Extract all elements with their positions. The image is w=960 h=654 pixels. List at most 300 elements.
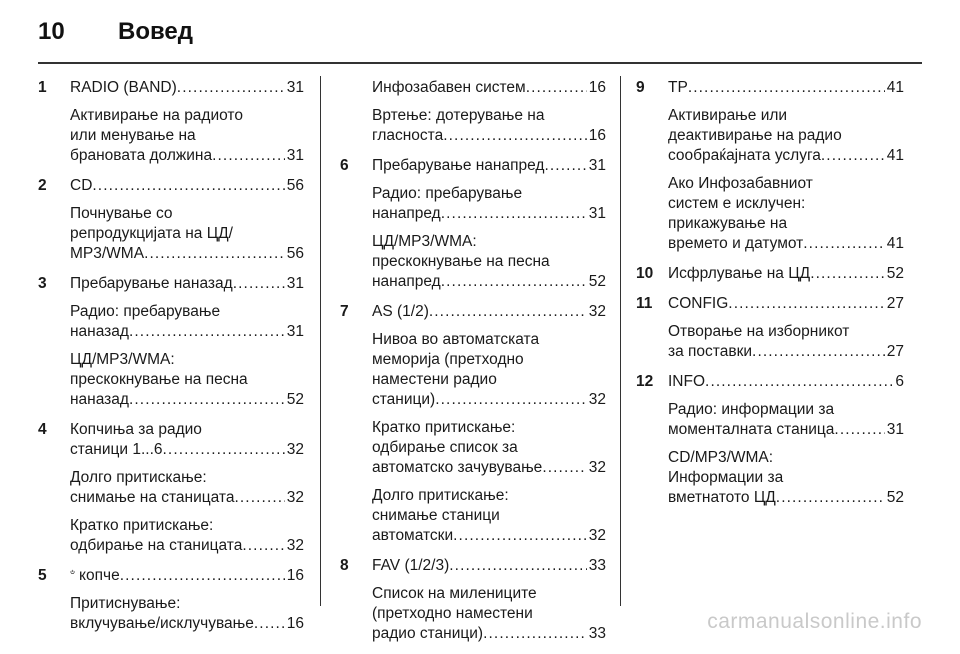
toc-line: [668, 234, 904, 254]
toc-text: [70, 106, 243, 126]
toc-line: [70, 516, 304, 536]
toc-label: станици 1...6: [70, 441, 163, 458]
toc-entry: [340, 556, 606, 644]
toc-text: [668, 372, 705, 392]
page-ref: 33: [588, 625, 606, 642]
page-ref: 52: [886, 489, 904, 506]
toc-label: моменталната станица: [668, 421, 835, 438]
toc-line: [70, 204, 304, 224]
page-ref: 31: [286, 275, 304, 292]
toc-text: [668, 264, 810, 284]
toc-line: [668, 78, 904, 98]
toc-subentry: [70, 516, 304, 556]
toc-label: Копчиња за радио: [70, 421, 202, 438]
toc-label: Радио: пребарување: [70, 303, 221, 320]
toc-label: Активирање или: [668, 107, 788, 124]
toc-label: Инфозабавен систем: [372, 79, 526, 96]
toc-text: [70, 370, 248, 390]
toc-line: [70, 302, 304, 322]
leader-dots: [526, 78, 587, 98]
toc-line: [668, 126, 904, 146]
toc-text: [372, 390, 435, 410]
toc-text: [70, 176, 92, 196]
toc-subentry: [668, 106, 904, 166]
toc-subentry: [70, 302, 304, 342]
page-ref: 32: [286, 489, 304, 506]
leader-dots: [92, 176, 284, 196]
toc-label: снимање на станицата: [70, 489, 235, 506]
page-ref: 16: [588, 127, 606, 144]
leader-dots: [234, 488, 284, 508]
entry-number: 3: [38, 275, 47, 292]
toc-label: наназад: [70, 391, 129, 408]
leader-dots: [129, 390, 285, 410]
page-ref: 52: [886, 265, 904, 282]
leader-dots: [803, 234, 884, 254]
leader-dots: [810, 264, 885, 284]
toc-text: [70, 440, 163, 460]
leader-dots: [212, 146, 285, 166]
toc-line: [668, 322, 904, 342]
toc-label: нанапред: [372, 273, 441, 290]
toc-subentry: [70, 350, 304, 410]
toc-subentry: [70, 468, 304, 508]
toc-label: MP3/WMA: [70, 245, 145, 262]
page-ref: 16: [286, 567, 304, 584]
toc-entry: [38, 566, 304, 634]
column-2: [340, 78, 606, 654]
toc-label: наназад: [70, 323, 129, 340]
toc-text: [372, 458, 542, 478]
toc-label: Притиснување:: [70, 595, 181, 612]
watermark: carmanualsonline.info: [707, 610, 922, 633]
toc-label: RADIO (BAND): [70, 79, 177, 96]
toc-line: [372, 506, 606, 526]
header-rule: [38, 62, 922, 64]
toc-line: [70, 78, 304, 98]
toc-line: [668, 214, 904, 234]
page-ref: 27: [886, 295, 904, 312]
page-number: 10: [38, 18, 65, 45]
toc-label: наместени радио: [372, 371, 497, 388]
toc-text: [668, 420, 834, 440]
leader-dots: [542, 458, 586, 478]
leader-dots: [728, 294, 884, 314]
toc-line: [372, 252, 606, 272]
toc-line: [372, 370, 606, 390]
toc-line: [70, 244, 304, 264]
toc-entry: [38, 274, 304, 410]
toc-line: [70, 322, 304, 342]
toc-text: [668, 78, 688, 98]
toc-entry: [38, 78, 304, 166]
toc-text: [372, 252, 550, 272]
toc-text: [668, 214, 787, 234]
toc-entry: [636, 372, 904, 508]
toc-entry: [38, 176, 304, 264]
toc-line: [70, 224, 304, 244]
toc-label: Долго притискање:: [70, 469, 207, 486]
toc-label: нанапред: [372, 205, 441, 222]
toc-text: [70, 274, 233, 294]
leader-dots: [254, 614, 285, 634]
toc-subentry: [668, 400, 904, 440]
toc-text: [70, 224, 233, 244]
toc-line: [668, 106, 904, 126]
leader-dots: [688, 78, 885, 98]
toc-text: [70, 468, 207, 488]
leader-dots: [821, 146, 885, 166]
page-ref: 32: [588, 303, 606, 320]
entry-number: 4: [38, 421, 47, 438]
leader-dots: [233, 274, 285, 294]
page-ref: 31: [286, 147, 304, 164]
toc-text: [372, 556, 449, 576]
leader-dots: [752, 342, 885, 362]
toc-text: [70, 350, 175, 370]
toc-text: [372, 438, 518, 458]
toc-text: [668, 126, 842, 146]
toc-text: [70, 390, 129, 410]
toc-text: [70, 244, 144, 264]
toc-entry: [38, 420, 304, 556]
toc-label: репродукцијата на ЦД/: [70, 225, 233, 242]
toc-line: [668, 420, 904, 440]
toc-line: [372, 330, 606, 350]
toc-label: Активирање на радиото: [70, 107, 243, 124]
column-3: [636, 78, 904, 518]
toc-line: [372, 526, 606, 546]
toc-text: [70, 78, 177, 98]
page-ref: 27: [886, 343, 904, 360]
toc-label: вметнатото ЦД: [668, 489, 776, 506]
leader-dots: [544, 156, 586, 176]
toc-label: прескокнување на песна: [372, 253, 550, 270]
leader-dots: [443, 126, 587, 146]
toc-subentry: [668, 322, 904, 362]
toc-text: [668, 174, 813, 194]
leader-dots: [435, 390, 587, 410]
leader-dots: [441, 204, 587, 224]
leader-dots: [144, 244, 285, 264]
toc-line: [70, 370, 304, 390]
toc-text: [372, 302, 429, 322]
toc-label: ЦД/MP3/WMA:: [70, 351, 175, 368]
toc-line: [70, 468, 304, 488]
toc-label: снимање станици: [372, 507, 500, 524]
toc-line: [70, 594, 304, 614]
toc-line: [70, 614, 304, 634]
leader-dots: [242, 536, 284, 556]
entry-number: 9: [636, 79, 645, 96]
toc-line: [70, 536, 304, 556]
toc-label: ЦД/MP3/WMA:: [372, 233, 477, 250]
toc-line: [372, 458, 606, 478]
toc-text: [372, 506, 500, 526]
toc-line: [372, 584, 606, 604]
page-ref: 41: [886, 235, 904, 252]
toc-line: [668, 146, 904, 166]
toc-label: гласноста: [372, 127, 444, 144]
toc-line: [70, 176, 304, 196]
toc-line: [372, 604, 606, 624]
toc-text: [668, 400, 834, 420]
toc-line: [70, 126, 304, 146]
toc-label: времето и датумот: [668, 235, 804, 252]
toc-label: Ако Инфозабавниот: [668, 175, 813, 192]
page-ref: 31: [886, 421, 904, 438]
toc-line: [668, 194, 904, 214]
leader-dots: [705, 372, 893, 392]
toc-text: [70, 594, 180, 614]
toc-label: Долго притискање:: [372, 487, 509, 504]
toc-label: деактивирање на радио: [668, 127, 842, 144]
page-ref: 41: [886, 79, 904, 96]
toc-text: [372, 126, 443, 146]
toc-text: [372, 78, 526, 98]
page-ref: 41: [886, 147, 904, 164]
page-ref: 31: [286, 323, 304, 340]
toc-entry: [636, 78, 904, 254]
toc-subentry: [70, 594, 304, 634]
toc-text: [668, 234, 803, 254]
toc-text: [372, 330, 539, 350]
toc-label: Почнување со: [70, 205, 173, 222]
page-ref: 16: [588, 79, 606, 96]
toc-text: [372, 624, 483, 644]
toc-text: [70, 204, 173, 224]
entry-number: 12: [636, 373, 654, 390]
leader-dots: [483, 624, 587, 644]
toc-line: [668, 342, 904, 362]
toc-label: автоматско зачувување: [372, 459, 543, 476]
toc-text: [372, 204, 441, 224]
toc-text: [79, 566, 120, 586]
toc-label: Информации за: [668, 469, 784, 486]
toc-line: [372, 156, 606, 176]
toc-line: [668, 448, 904, 468]
leader-dots: [163, 440, 285, 460]
toc-subentry: [668, 448, 904, 508]
toc-line: [372, 486, 606, 506]
toc-label: одбирање на станицата: [70, 537, 243, 554]
toc-subentry: [372, 486, 606, 546]
toc-line: [372, 78, 606, 98]
toc-text: [70, 146, 212, 166]
toc-label: сообраќајната услуга: [668, 147, 821, 164]
toc-text: [668, 194, 805, 214]
toc-label: Исфрлување на ЦД: [668, 265, 811, 282]
toc-label: радио станици): [372, 625, 484, 642]
toc-label: Кратко притискање:: [372, 419, 516, 436]
toc-label: Вртење: дотерување на: [372, 107, 545, 124]
toc-text: [668, 342, 752, 362]
page-ref: 33: [588, 557, 606, 574]
toc-text: [70, 322, 129, 342]
toc-line: [70, 440, 304, 460]
leader-dots: [453, 526, 587, 546]
toc-label: Кратко притискање:: [70, 517, 214, 534]
toc-line: [372, 184, 606, 204]
toc-subentry: [372, 418, 606, 478]
toc-label: Пребарување наназад: [70, 275, 233, 292]
toc-label: автоматски: [372, 527, 454, 544]
page-header: [38, 18, 193, 46]
page-ref: 52: [286, 391, 304, 408]
toc-line: [372, 302, 606, 322]
leader-dots: [177, 78, 285, 98]
page-ref: 32: [286, 441, 304, 458]
toc-label: INFO: [668, 373, 706, 390]
toc-text: [70, 516, 213, 536]
toc-subentry: [70, 106, 304, 166]
toc-line: [70, 146, 304, 166]
toc-label: (претходно наместени: [372, 605, 533, 622]
toc-label: прескокнување на песна: [70, 371, 248, 388]
toc-text: [372, 184, 522, 204]
toc-line: [668, 468, 904, 488]
page-ref: 32: [588, 527, 606, 544]
toc-label: Список на милениците: [372, 585, 537, 602]
entry-number: 5: [38, 567, 47, 584]
toc-text: [372, 584, 537, 604]
toc-line: [372, 418, 606, 438]
toc-line: [372, 438, 606, 458]
toc-text: [372, 526, 453, 546]
toc-line: [372, 624, 606, 644]
toc-label: Радио: пребарување: [372, 185, 523, 202]
toc-text: [668, 448, 773, 468]
toc-line: [668, 174, 904, 194]
toc-text: [70, 302, 220, 322]
toc-text: [668, 106, 787, 126]
entry-number: 2: [38, 177, 47, 194]
toc-text: [372, 604, 533, 624]
toc-line: [668, 294, 904, 314]
toc-text: [668, 488, 776, 508]
toc-text: [372, 486, 509, 506]
toc-label: вклучување/исклучување: [70, 615, 254, 632]
toc-text: [668, 146, 821, 166]
toc-line: [372, 556, 606, 576]
toc-text: [668, 468, 783, 488]
column-1: [38, 78, 304, 644]
toc-label: станици): [372, 391, 436, 408]
toc-label: копче: [79, 567, 120, 584]
toc-subentry: [372, 584, 606, 644]
toc-label: брановата должина: [70, 147, 213, 164]
toc-label: меморија (претходно: [372, 351, 524, 368]
page-ref: 32: [286, 537, 304, 554]
toc-text: [70, 488, 234, 508]
toc-subentry: [372, 330, 606, 410]
toc-label: одбирање список за: [372, 439, 518, 456]
toc-text: [70, 614, 254, 634]
toc-label: за поставки: [668, 343, 753, 360]
toc-label: TP: [668, 79, 688, 96]
power-icon: [70, 566, 75, 578]
toc-subentry: [372, 184, 606, 224]
page-title: Вовед: [118, 18, 194, 45]
entry-number: 7: [340, 303, 349, 320]
toc-text: [70, 126, 196, 146]
entry-number: 8: [340, 557, 349, 574]
toc-text: [372, 418, 515, 438]
leader-dots: [834, 420, 884, 440]
toc-label: или менување на: [70, 127, 196, 144]
toc-line: [70, 350, 304, 370]
toc-text: [372, 370, 497, 390]
page-ref: 52: [588, 273, 606, 290]
toc-line: [372, 272, 606, 292]
toc-entry: [636, 264, 904, 284]
entry-number: 10: [636, 265, 654, 282]
leader-dots: [449, 556, 587, 576]
toc-label: Пребарување нанапред: [372, 157, 545, 174]
toc-line: [372, 232, 606, 252]
page-ref: 31: [588, 205, 606, 222]
toc-text: [372, 156, 544, 176]
page-ref: 56: [286, 245, 304, 262]
toc-label: Отворање на изборникот: [668, 323, 850, 340]
toc-label: CD: [70, 177, 93, 194]
page-ref: 32: [588, 391, 606, 408]
toc-entry: [340, 156, 606, 292]
toc-line: [70, 566, 304, 586]
leader-dots: [129, 322, 285, 342]
page-ref: 56: [286, 177, 304, 194]
toc-line: [372, 390, 606, 410]
toc-text: [372, 106, 544, 126]
toc-line: [372, 350, 606, 370]
toc-label: CONFIG: [668, 295, 729, 312]
toc-label: CD/MP3/WMA:: [668, 449, 774, 466]
toc-subentry: [372, 106, 606, 146]
toc-text: [668, 294, 728, 314]
page-ref: 16: [286, 615, 304, 632]
toc-line: [668, 264, 904, 284]
page-ref: 31: [588, 157, 606, 174]
page-ref: 6: [895, 373, 904, 390]
column-divider: [320, 76, 321, 606]
toc-subentry: [372, 232, 606, 292]
toc-line: [70, 390, 304, 410]
toc-line: [70, 420, 304, 440]
column-divider: [620, 76, 621, 606]
leader-dots: [776, 488, 885, 508]
toc-line: [70, 274, 304, 294]
leader-dots: [441, 272, 587, 292]
toc-line: [70, 106, 304, 126]
toc-line: [668, 372, 904, 392]
toc-entry: [636, 294, 904, 362]
toc-entry: [340, 78, 606, 146]
page-ref: 32: [588, 459, 606, 476]
toc-subentry: [668, 174, 904, 254]
toc-entry: [340, 302, 606, 546]
leader-dots: [429, 302, 587, 322]
toc-label: Нивоа во автоматската: [372, 331, 540, 348]
toc-line: [372, 106, 606, 126]
toc-label: систем е исклучен:: [668, 195, 806, 212]
page-ref: 31: [286, 79, 304, 96]
toc-label: прикажување на: [668, 215, 788, 232]
entry-number: 6: [340, 157, 349, 174]
toc-label: Радио: информации за: [668, 401, 835, 418]
toc-line: [372, 204, 606, 224]
toc-line: [668, 400, 904, 420]
leader-dots: [120, 566, 285, 586]
